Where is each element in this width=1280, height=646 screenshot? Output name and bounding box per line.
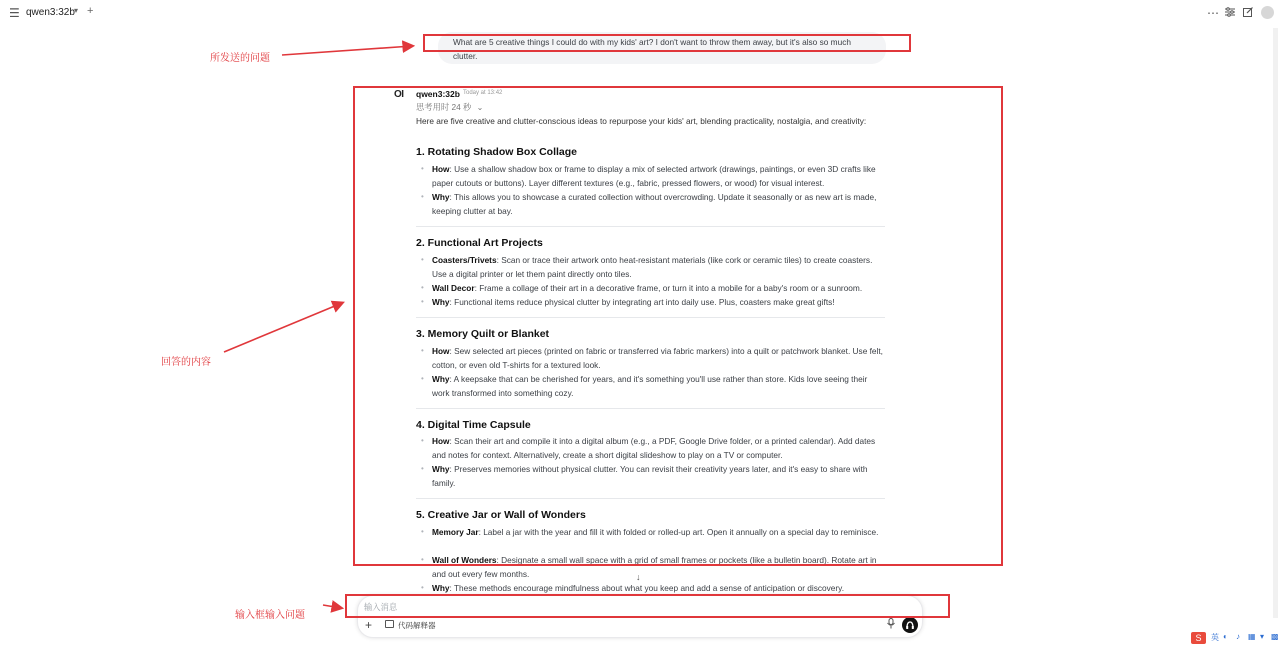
ime-logo-icon[interactable]: S <box>1191 632 1206 644</box>
answer-intro: Here are five creative and clutter-conscious ideas to repurpose your kids' art, blending practicality, nostalgia, and creativity: <box>416 116 867 126</box>
chevron-down-icon: ⌄ <box>476 103 484 112</box>
thinking-duration: 思考用时 24 秒 <box>416 102 472 112</box>
list-item: • Wall Decor: Frame a collage of their art in a decorative frame, or turn it into a mobile for a baby's room or a sunroom. <box>421 283 863 293</box>
list-item: • Why: This allows you to showcase a curated collection without overcrowding. Update it seasonally or as new art is made, keeping clutter at bay. <box>421 192 877 216</box>
list-item: • Why: Preserves memories without physical clutter. You can revisit their creativity years later, and it's easy to share with family. <box>421 464 868 488</box>
bullet-label: Why <box>432 192 450 202</box>
bullet-text: : Label a jar with the year and fill it with folded or rolled-up art. Open it annually on a special day to reminisce. <box>478 527 879 537</box>
section-title: 4. Digital Time Capsule <box>416 419 531 431</box>
list-item: • Why: Functional items reduce physical clutter by integrating art into daily use. Plus, coasters make great gifts! <box>421 297 835 307</box>
bullet-label: Wall Decor <box>432 283 475 293</box>
bullet-text: : Sew selected art pieces (printed on fabric or transferred via fabric markers) into a quilt or patchwork blanket. Use felt, cotton, or even old T-shirts for a textured look. <box>432 346 883 370</box>
assistant-name: qwen3:32b <box>416 89 460 99</box>
bullet-label: Why <box>432 374 450 384</box>
user-message-text: What are 5 creative things I could do with my kids' art? I don't want to throw them away, but it's also so much clutter. <box>453 37 851 61</box>
bullet-text: : These methods encourage mindfulness about what you keep and add a sense of anticipation or discovery. <box>449 583 845 593</box>
bullet-label: Wall of Wonders <box>432 555 497 565</box>
bullet-label: How <box>432 346 450 356</box>
assistant-avatar: OI <box>394 89 404 100</box>
code-interpreter-label[interactable]: 代码解释器 <box>398 621 436 630</box>
shirt-icon[interactable]: ▾ <box>1260 632 1265 641</box>
annotation-label-answer: 回答的内容 <box>161 357 211 368</box>
list-item: • How: Use a shallow shadow box or frame to display a mix of selected artwork (drawings, paintings, or even 3D crafts like paper cutouts or buttons). Layer different textures (e.g., fabric, pressed flowers, or wood) for visual interest. <box>421 164 876 188</box>
section-title: 3. Memory Quilt or Blanket <box>416 328 550 340</box>
bullet-label: How <box>432 436 450 446</box>
annotation-label-question: 所发送的问题 <box>210 53 270 64</box>
list-item: • How: Sew selected art pieces (printed on fabric or transferred via fabric markers) into a quilt or patchwork blanket. Use felt, cotton, or even old T-shirts for a textured look. <box>421 346 883 370</box>
bullet-text: : Scan their art and compile it into a digital album (e.g., a PDF, Google Drive folder, or a printed calendar). Add dates and notes for context. Alternatively, create a short digital slideshow to play on a TV or computer. <box>432 436 876 460</box>
section-title: 1. Rotating Shadow Box Collage <box>416 146 578 158</box>
list-item: • Coasters/Trivets: Scan or trace their artwork onto heat-resistant materials (like cork or ceramic tiles) to create coasters. Use a digital printer or let them paint directly onto tiles. <box>421 255 873 279</box>
microphone-icon[interactable]: ♪ <box>1236 632 1240 641</box>
scroll-down-button[interactable]: ↓ <box>636 572 641 582</box>
bullet-text: : Functional items reduce physical clutter by integrating art into daily use. Plus, coasters make great gifts! <box>449 297 835 307</box>
annotation-label-input: 输入框输入问题 <box>235 610 305 621</box>
model-selector[interactable]: qwen3:32b <box>26 7 75 18</box>
bullet-text: : Preserves memories without physical clutter. You can revisit their creativity years later, and it's easy to share with family. <box>432 464 868 488</box>
section-title: 2. Functional Art Projects <box>416 237 543 249</box>
bullet-label: How <box>432 164 450 174</box>
list-item: • Why: These methods encourage mindfulness about what you keep and add a sense of anticipation or discovery. <box>421 583 845 593</box>
bullet-text: : This allows you to showcase a curated collection without overcrowding. Update it seasonally or as new art is made, keeping clutter at bay. <box>432 192 877 216</box>
message-input[interactable]: 输入消息 <box>364 602 398 612</box>
grid-icon[interactable]: ▩ <box>1271 632 1279 641</box>
bullet-text: : A keepsake that can be cherished for years, and it's something you'll use rather than store. Kids love seeing their work transformed into something cozy. <box>432 374 868 398</box>
bullet-label: Why <box>432 583 450 593</box>
list-item: • Why: A keepsake that can be cherished for years, and it's something you'll use rather than store. Kids love seeing their work transformed into something cozy. <box>421 374 868 398</box>
bullet-label: Why <box>432 464 450 474</box>
section-title: 5. Creative Jar or Wall of Wonders <box>416 509 586 521</box>
add-attachment-button[interactable]: + <box>365 618 373 632</box>
bullet-label: Coasters/Trivets <box>432 255 497 265</box>
bullet-label: Memory Jar <box>432 527 479 537</box>
add-model-button[interactable]: + <box>87 5 94 17</box>
message-timestamp: Today at 13:42 <box>463 90 503 96</box>
list-item: • Memory Jar: Label a jar with the year and fill it with folded or rolled-up art. Open it annually on a special day to reminisce. <box>421 527 879 537</box>
chevron-down-icon[interactable]: ▾ <box>74 6 79 15</box>
ime-language[interactable]: 英 <box>1211 633 1219 642</box>
more-icon[interactable]: ⋯ <box>1207 6 1219 20</box>
moon-icon[interactable]: ◐ <box>1223 632 1228 641</box>
bullet-label: Why <box>432 297 450 307</box>
bullet-text: : Designate a small wall space with a grid of small frames or pockets (like a bulletin board). Rotate art in and out every few months. <box>432 555 877 579</box>
bullet-text: : Scan or trace their artwork onto heat-resistant materials (like cork or ceramic tiles) to create coasters. Use a digital printer or let them paint directly onto tiles. <box>432 255 873 279</box>
bullet-text: : Frame a collage of their art in a decorative frame, or turn it into a mobile for a baby's room or a sunroom. <box>474 283 863 293</box>
bullet-text: : Use a shallow shadow box or frame to display a mix of selected artwork (drawings, paintings, or even 3D crafts like paper cutouts or buttons). Layer different textures (e.g., fabric, pressed flowers, or wood) for visual interest. <box>432 164 876 188</box>
list-item: • Wall of Wonders: Designate a small wall space with a grid of small frames or pockets (like a bulletin board). Rotate art in and out every few months. <box>421 555 877 579</box>
menu-icon[interactable]: ☰ <box>9 6 20 20</box>
list-item: • How: Scan their art and compile it into a digital album (e.g., a PDF, Google Drive folder, or a printed calendar). Add dates and notes for context. Alternatively, create a short digital slideshow to play on a TV or computer. <box>421 436 876 460</box>
keyboard-icon[interactable]: ▦ <box>1248 632 1256 641</box>
